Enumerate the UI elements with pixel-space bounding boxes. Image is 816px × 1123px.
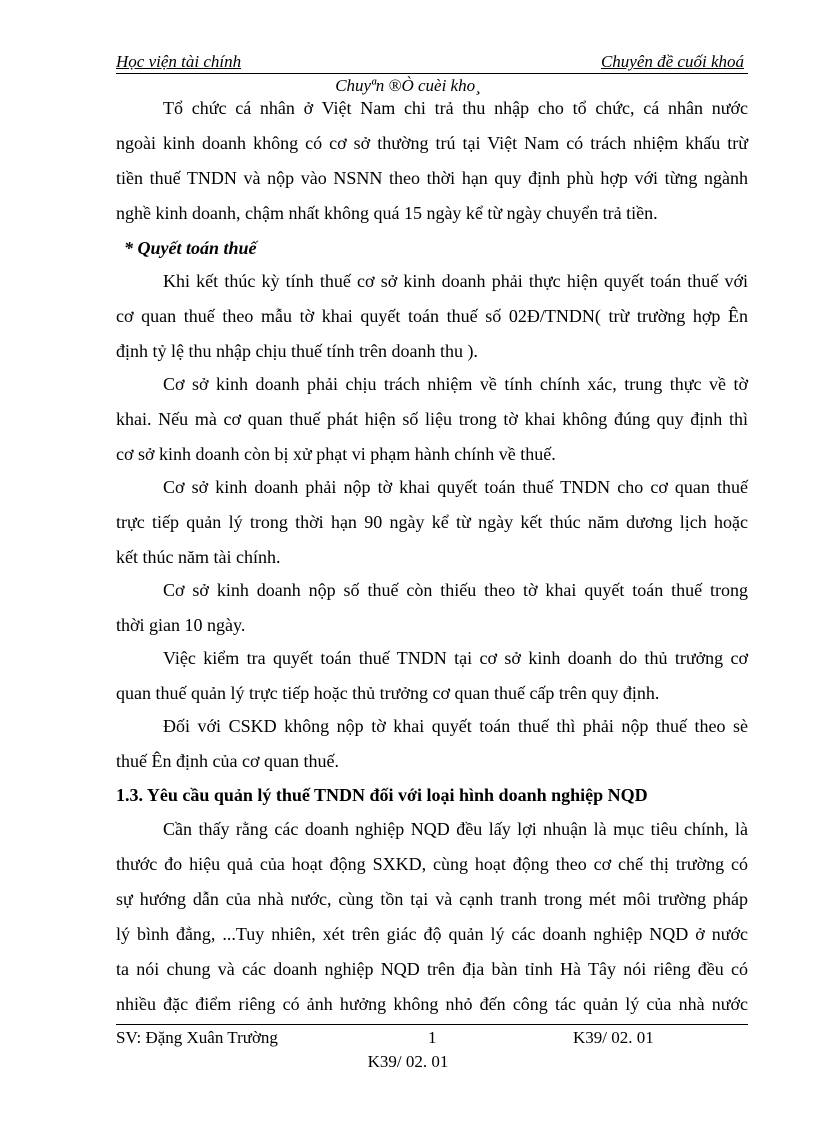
paragraph-line: thời gian 10 ngày. — [116, 615, 246, 635]
paragraph-line: Việc kiểm tra quyết toán thuế TNDN tại cơ sở kinh doanh do thủ trưởng cơ — [163, 648, 748, 668]
paragraph-line: Cơ sở kinh doanh phải nộp tờ khai quyết toán thuế TNDN cho cơ quan thuế — [163, 477, 748, 497]
paragraph-line: tiền thuế TNDN và nộp vào NSNN theo thời hạn quy định phù hợp với từng ngành — [116, 168, 748, 188]
paragraph-line: khai. Nếu mà cơ quan thuế phát hiện số liệu trong tờ khai không đúng quy định thì — [116, 409, 748, 429]
paragraph-line: thước đo hiệu quả của hoạt động SXKD, cùng hoạt động theo cơ chế thị trường có — [116, 854, 748, 874]
section-heading: * Quyết toán thuế — [124, 238, 257, 258]
paragraph-line: nghề kinh doanh, chậm nhất không quá 15 ngày kể từ ngày chuyển trả tiền. — [116, 203, 658, 223]
paragraph-line: sự hướng dẫn của nhà nước, cùng tồn tại và cạnh tranh trong mét môi trường pháp — [116, 889, 748, 909]
paragraph-line: Cần thấy rằng các doanh nghiệp NQD đều lấy lợi nhuận là mục tiêu chính, là — [163, 819, 748, 839]
paragraph-line: Cơ sở kinh doanh phải chịu trách nhiệm về tính chính xác, trung thực về tờ — [163, 374, 748, 394]
paragraph-line: cơ sở kinh doanh còn bị xử phạt vi phạm hành chính về thuế. — [116, 444, 556, 464]
paragraph-line: định tỷ lệ thu nhập chịu thuế tính trên doanh thu ). — [116, 341, 478, 361]
section-heading: 1.3. Yêu cầu quản lý thuế TNDN đối với loại hình doanh nghiệp NQD — [116, 785, 648, 805]
paragraph-line: trực tiếp quản lý trong thời hạn 90 ngày kể từ ngày kết thúc năm dương lịch hoặc — [116, 512, 748, 532]
paragraph-line: ngoài kinh doanh không có cơ sở thường trú tại Việt Nam có trách nhiệm khấu trừ — [116, 133, 748, 153]
footer-divider — [116, 1024, 748, 1025]
paragraph-line: kết thúc năm tài chính. — [116, 547, 281, 567]
footer-class-code: K39/ 02. 01 — [573, 1028, 654, 1047]
paragraph-line: lý bình đẳng, ...Tuy nhiên, xét trên giác độ quản lý các doanh nghiệp NQD ở nước — [116, 924, 748, 944]
paragraph-line: cơ quan thuế theo mẫu tờ khai quyết toán thuế số 02Đ/TNDN( trừ trường hợp Ên — [116, 306, 748, 326]
paragraph-line: Cơ sở kinh doanh nộp số thuế còn thiếu theo tờ khai quyết toán thuế trong — [163, 580, 748, 600]
paragraph-line: nhiều đặc điểm riêng có ảnh hưởng không nhỏ đến công tác quản lý của nhà nước — [116, 994, 748, 1014]
page-header — [116, 52, 748, 74]
footer-bottom-code: K39/ 02. 01 — [367, 1052, 449, 1071]
footer-student: SV: Đặng Xuân Trường — [116, 1028, 278, 1047]
paragraph-line: Khi kết thúc kỳ tính thuế cơ sở kinh doanh phải thực hiện quyết toán thuế với — [163, 271, 748, 291]
header-divider — [116, 73, 748, 74]
paragraph-line: thuế Ên định của cơ quan thuế. — [116, 751, 339, 771]
paragraph-line: Đối với CSKD không nộp tờ khai quyết toán thuế thì phải nộp thuế theo sè — [163, 716, 748, 736]
footer-page-number: 1 — [428, 1028, 437, 1047]
header-document-type: Chuyên đề cuối khoá — [600, 52, 744, 71]
paragraph-line: ta nói chung và các doanh nghiệp NQD trên địa bàn tỉnh Hà Tây nói riêng đều có — [116, 959, 748, 979]
paragraph-line: Tổ chức cá nhân ở Việt Nam chi trả thu nhập cho tổ chức, cá nhân nước — [163, 98, 748, 118]
header-institution: Học viện tài chính — [116, 52, 242, 71]
paragraph-line: quan thuế quản lý trực tiếp hoặc thủ trưởng cơ quan thuế cấp trên quy định. — [116, 683, 660, 703]
header-subtitle: Chuyªn ®Ò cuèi kho¸ — [335, 76, 481, 95]
